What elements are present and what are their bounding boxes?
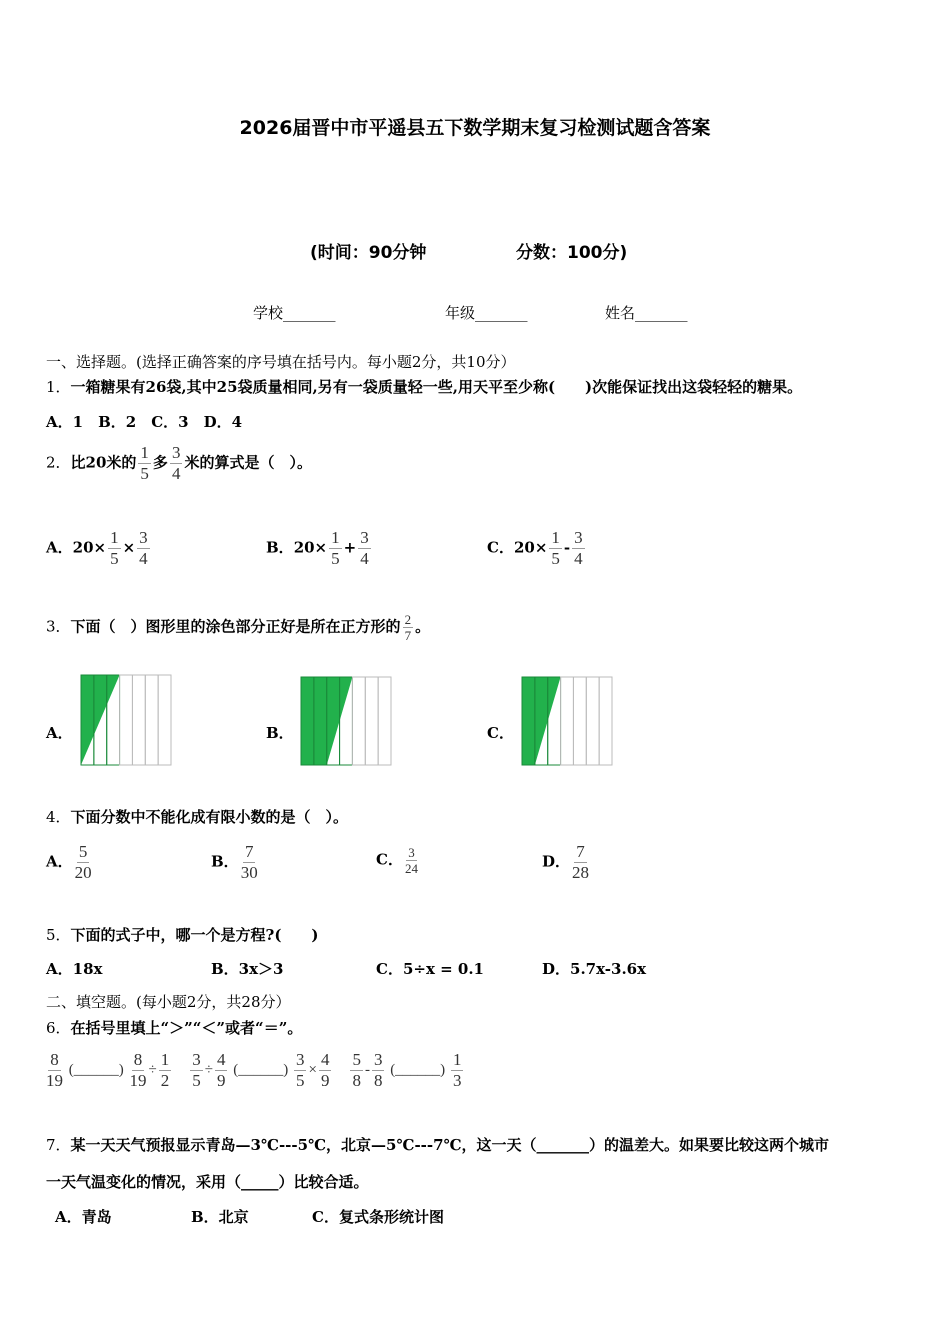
q-text: 多 xyxy=(152,453,168,472)
q7-option-b: B．北京 xyxy=(191,1208,249,1226)
q-text: 米的算式是（ ）。 xyxy=(184,453,312,472)
exam-score: 分数：100分) xyxy=(516,243,628,263)
q5-option-c: C．5÷x = 0.1 xyxy=(376,960,484,978)
shaded-region xyxy=(81,675,120,765)
grid-column xyxy=(158,675,171,765)
page-title: 2026届晋中市平遥县五下数学期末复习检测试题含答案 xyxy=(239,117,711,139)
question-6: 6．在括号里填上“＞”“＜”或者“＝”。 xyxy=(46,1019,303,1037)
grid-column xyxy=(132,675,145,765)
question-7: 7．某一天天气预报显示青岛—3℃---5℃，北京—5℃---7℃，这一天（_______）的温差大。如果要比较这两个城市 xyxy=(46,1136,830,1154)
school-field: 学校_______ xyxy=(253,304,336,322)
q7-option-c: C．复式条形统计图 xyxy=(312,1208,444,1226)
q5-option-a: A．18x xyxy=(46,960,103,978)
fraction: $\frac{1}{5}$ xyxy=(140,443,149,483)
q7-option-a: A．青岛 xyxy=(55,1208,112,1226)
grid-column xyxy=(145,675,158,765)
grid-column xyxy=(120,675,133,765)
q7-line-2: 一天气温变化的情况，采用（_____）比较合适。 xyxy=(46,1173,369,1191)
q1-options: A．1 B．2 C．3 D．4 xyxy=(46,413,243,431)
question-3: 3．下面（ ）图形里的涂色部分正好是所在正方形的 $\frac{2}{7}$ 。 xyxy=(46,612,431,643)
shaded-region xyxy=(522,677,561,765)
q4-option-b: B． $\frac{7}{30}$ xyxy=(211,842,258,882)
section-2-heading: 二、填空题。(每小题2分，共28分） xyxy=(46,993,291,1011)
grid-column xyxy=(352,677,365,765)
grid-column xyxy=(378,677,391,765)
q-text: 一箱糖果有26袋,其中25袋质量相同,另有一袋质量轻一些,用天平至少称( )次能保证找出这袋轻轻的糖果。 xyxy=(70,378,803,396)
q4-option-c: C． $\frac{3}{24}$ xyxy=(376,845,418,876)
q5-option-b: B．3x＞3 xyxy=(211,960,284,978)
q3-figure-b xyxy=(300,676,392,766)
q5-option-d: D．5.7x-3.6x xyxy=(542,960,647,978)
grid-column xyxy=(561,677,574,765)
q-num: 1． xyxy=(46,378,71,396)
fraction: $\frac{3}{4}$ xyxy=(171,443,181,483)
grade-field: 年级_______ xyxy=(445,304,528,322)
question-1 xyxy=(46,376,802,397)
grid-column xyxy=(599,677,612,765)
grid-column xyxy=(573,677,586,765)
q2-option-a: A．20× $\frac{1}{5}$ × $\frac{3}{4}$ xyxy=(46,528,148,568)
exam-time: (时间：90分钟 xyxy=(310,243,427,263)
q3-label-b: B． xyxy=(266,724,294,742)
q-text: 比20米的 xyxy=(70,453,137,472)
grid-column xyxy=(365,677,378,765)
question-4: 4．下面分数中不能化成有限小数的是（ ）。 xyxy=(46,808,349,826)
q3-label-a: A． xyxy=(46,724,73,742)
question-2 xyxy=(46,443,312,484)
q4-option-a: A． $\frac{5}{20}$ xyxy=(46,842,92,882)
q2-option-c: C．20× $\frac{1}{5}$ - $\frac{3}{4}$ xyxy=(487,528,583,568)
q-num: 2． xyxy=(46,453,71,472)
question-5: 5．下面的式子中，哪一个是方程?( ) xyxy=(46,926,319,944)
name-field: 姓名_______ xyxy=(605,304,688,322)
q3-figure-a xyxy=(80,674,172,766)
grid-column xyxy=(586,677,599,765)
section-1-heading: 一、选择题。(选择正确答案的序号填在括号内。每小题2分，共10分） xyxy=(46,353,516,371)
q3-label-c: C． xyxy=(487,724,514,742)
q3-figure-c xyxy=(521,676,613,766)
q4-option-d: D． $\frac{7}{28}$ xyxy=(542,842,590,882)
q6-comparisons: $\frac{8}{19}$ (______) $\frac{8}{19}$ ÷ $\frac{1}{2}$ $\frac{3}{5}$ ÷ $\frac{4}{9}$ (______) $\frac{3}{5}$ × $\frac{4}{9}$ $\frac{5}{8}$ - $\frac{3}{8}$ (______) $\frac{1}{3}$ xyxy=(46,1050,462,1090)
q2-option-b: B．20× $\frac{1}{5}$ + $\frac{3}{4}$ xyxy=(266,528,369,568)
